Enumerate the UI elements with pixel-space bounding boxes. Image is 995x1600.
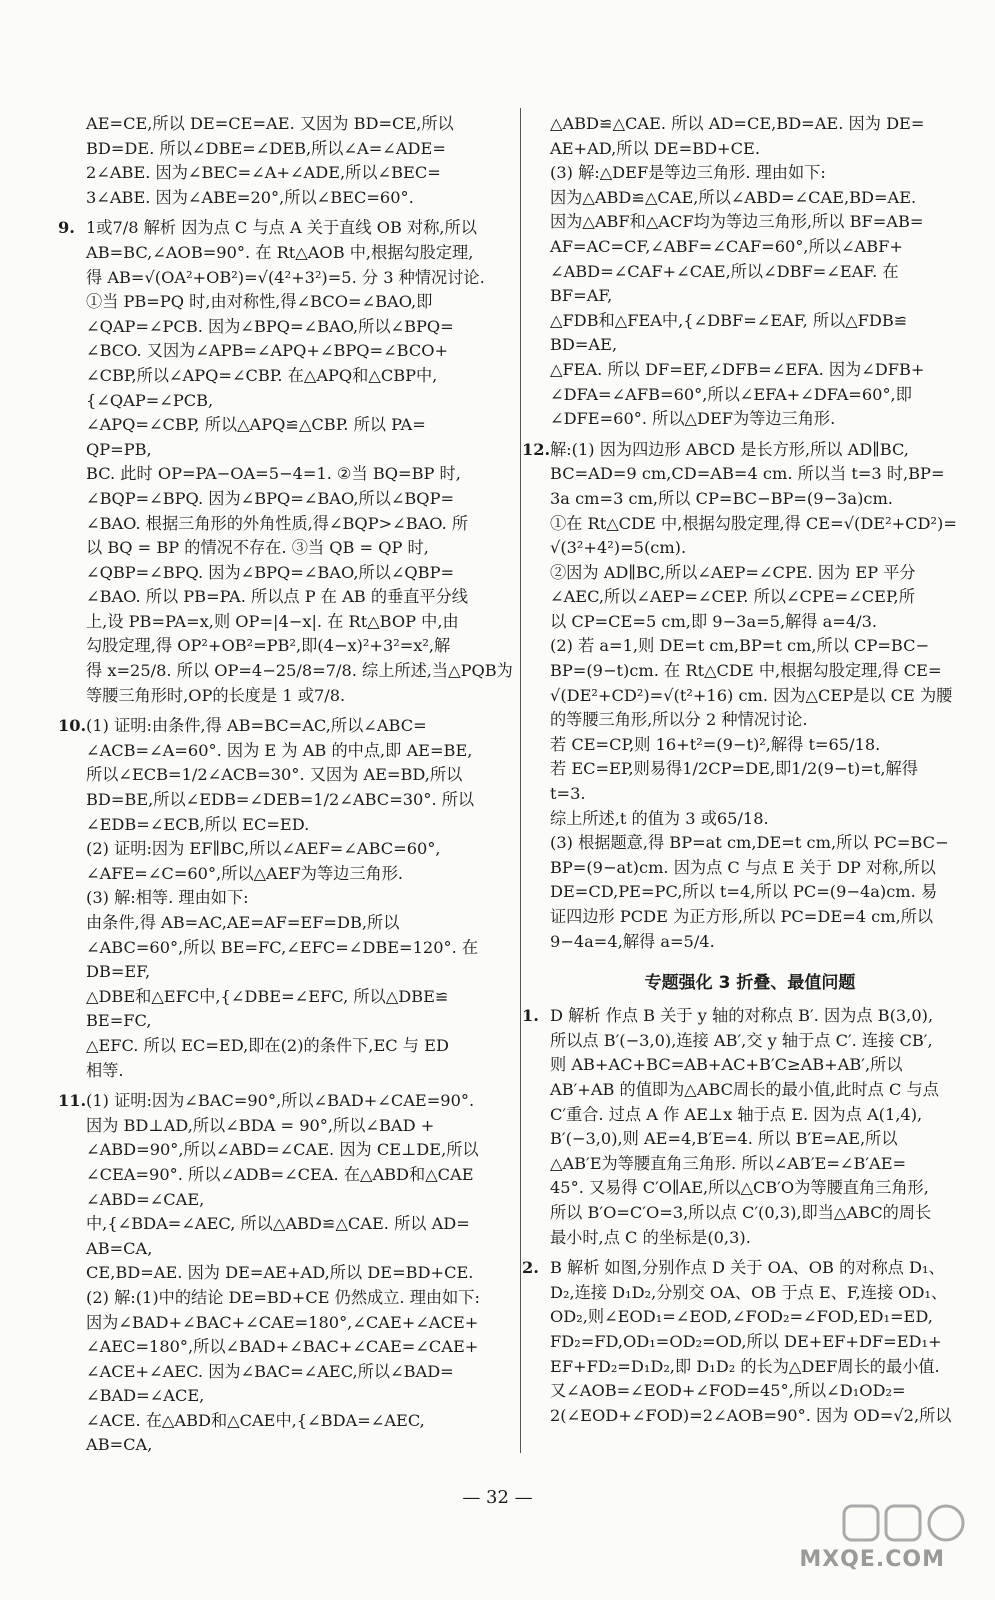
- line-text: ∠QBP=∠BPQ. 因为∠BPQ=∠BAO,所以∠QBP=: [86, 562, 455, 582]
- text-line: [86, 266, 504, 291]
- line-text: ∠BAO. 根据三角形的外角性质,得∠BQP>∠BAO. 所: [86, 513, 469, 533]
- line-text: 因为△ABF和△ACF均为等边三角形,所以 BF=AB=: [550, 212, 924, 232]
- line-text: ∠EDB=∠ECB,所以 EC=ED.: [86, 814, 310, 834]
- text-line: [550, 407, 950, 432]
- right-column-bottom: [522, 1004, 952, 1428]
- line-text: DB=EF,: [86, 962, 151, 982]
- line-text: DE=CD,PE=PC,所以 t=4,所以 PC=(9−4a)cm. 易: [550, 882, 938, 902]
- text-line: [550, 1379, 950, 1404]
- line-text: BD=DE. 所以∠DBE=∠DEB,所以∠A=∠ADE=: [86, 138, 446, 158]
- text-line: [550, 1176, 950, 1201]
- line-text: ②因为 AD∥BC,所以∠AEP=∠CPE. 因为 EP 平分: [550, 562, 916, 582]
- line-text: △ABD≌△CAE. 所以 AD=CE,BD=AE. 因为 DE=: [550, 114, 925, 133]
- text-line: [522, 1004, 950, 1029]
- text-line: [86, 186, 504, 211]
- line-text: ∠BAO. 所以 PB=PA. 所以点 P 在 AB 的垂直平分线: [86, 587, 468, 607]
- line-text: 45°. 又易得 C′O∥AE,所以△CB′O为等腰直角三角形,: [550, 1178, 929, 1198]
- text-line: [522, 438, 950, 463]
- text-line: [86, 1114, 504, 1139]
- line-text: 相等.: [86, 1060, 124, 1080]
- line-text: 因为∠BAD+∠BAC+∠CAE=180°,∠CAE+∠ACE+: [86, 1312, 479, 1332]
- question-number: 12.: [522, 439, 551, 459]
- line-text: ∠DFA=∠AFB=60°,所以∠EFA+∠DFA=60°,即: [550, 384, 912, 404]
- line-text: QP=PB,: [86, 439, 152, 459]
- text-line: [550, 856, 950, 881]
- text-line: [86, 763, 504, 788]
- line-text: BC. 此时 OP=PA−OA=5−4=1. ②当 BQ=BP 时,: [86, 464, 461, 484]
- text-line: [86, 512, 504, 537]
- line-text: 所以 B′O=C′O=3,所以点 C′(0,3),即当△ABC的周长: [550, 1202, 932, 1222]
- text-line: [550, 112, 950, 137]
- line-text: ①在 Rt△CDE 中,根据勾股定理,得 CE=√(DE²+CD²)=: [550, 513, 957, 533]
- line-text: △DBE和△EFC中,{∠DBE=∠EFC, 所以△DBE≌: [86, 986, 449, 1006]
- line-text: ∠QAP=∠PCB. 因为∠BPQ=∠BAO,所以∠BPQ=: [86, 316, 454, 336]
- text-line: [550, 1103, 950, 1128]
- text-line: [550, 1152, 950, 1177]
- line-text: BD=BE,所以∠EDB=∠DEB=1/2∠ABC=30°. 所以: [86, 790, 475, 810]
- text-line: [550, 1053, 950, 1078]
- text-line: [86, 960, 504, 985]
- line-text: △EFC. 所以 EC=ED,即在(2)的条件下,EC 与 ED: [86, 1035, 449, 1055]
- text-line: [86, 837, 504, 862]
- line-text: 若 CE=CP,则 16+t²=(9−t)²,解得 t=65/18.: [550, 734, 881, 754]
- text-line: [58, 714, 504, 739]
- line-text: 由条件,得 AB=AC,AE=AF=EF=DB,所以: [86, 913, 400, 932]
- text-line: [550, 137, 950, 162]
- text-line: [550, 462, 950, 487]
- line-text: ∠ACE. 在△ABD和△CAE中,{∠BDA=∠AEC,: [86, 1410, 425, 1430]
- line-text: ∠BAD=∠ACE,: [86, 1386, 205, 1406]
- text-line: [550, 235, 950, 260]
- line-text: 中,{∠BDA=∠AEC, 所以△ABD≌△CAE. 所以 AD=: [86, 1214, 470, 1234]
- line-text: √(DE²+CD²)=√(t²+16) cm. 因为△CEP是以 CE 为腰: [550, 685, 953, 705]
- line-text: ①当 PB=PQ 时,由对称性,得∠BCO=∠BAO,即: [86, 292, 433, 312]
- line-text: ∠ABD=∠CAE,: [86, 1189, 205, 1209]
- line-text: 因为△ABD≌△CAE,所以∠ABD=∠CAE,BD=AE.: [550, 187, 917, 207]
- text-line: [550, 634, 950, 659]
- text-line: [86, 1138, 504, 1163]
- question-number: 2.: [522, 1258, 539, 1278]
- text-line: [550, 210, 950, 235]
- text-line: [550, 260, 950, 285]
- right-column-top: [522, 112, 957, 954]
- text-line: [86, 1163, 504, 1188]
- line-text: (2) 解:(1)中的结论 DE=BD+CE 仍然成立. 理由如下:: [86, 1287, 480, 1307]
- text-line: [86, 1335, 504, 1360]
- text-line: [86, 862, 504, 887]
- text-line: [550, 1201, 950, 1226]
- text-line: [86, 241, 504, 266]
- line-text: FD₂=FD,OD₁=OD₂=OD,所以 DE+EF+DF=ED₁+: [550, 1331, 942, 1351]
- text-line: [86, 1384, 504, 1409]
- text-line: [58, 1089, 504, 1114]
- question-number: 1.: [522, 1006, 539, 1026]
- line-text: 9−4a=4,解得 a=5/4.: [550, 931, 715, 951]
- text-line: [86, 788, 504, 813]
- question-number: 11.: [58, 1091, 87, 1111]
- text-line: [86, 290, 504, 315]
- text-line: [86, 462, 504, 487]
- text-line: [86, 137, 504, 162]
- line-text: BE=FC,: [86, 1011, 152, 1031]
- line-text: AB=CA,: [86, 1435, 153, 1455]
- text-line: [86, 561, 504, 586]
- text-line: [86, 389, 504, 414]
- line-text: 又∠AOB=∠EOD+∠FOD=45°,所以∠D₁OD₂=: [550, 1381, 906, 1401]
- line-text: △AB′E为等腰直角三角形. 所以∠AB′E=∠B′AE=: [550, 1153, 907, 1173]
- text-line: [550, 831, 950, 856]
- line-text: 所以∠ECB=1/2∠ACB=30°. 又因为 AE=BD,所以: [86, 765, 463, 785]
- text-line: [550, 1355, 950, 1380]
- line-text: △FEA. 所以 DF=EF,∠DFB=∠EFA. 因为∠DFB+: [550, 359, 925, 379]
- line-text: ∠BCO. 又因为∠APB=∠APQ+∠BPQ=∠BCO+: [86, 341, 449, 361]
- text-line: [86, 1009, 504, 1034]
- text-line: [58, 216, 504, 241]
- line-text: (3) 根据题意,得 BP=at cm,DE=t cm,所以 PC=BC−: [550, 833, 949, 853]
- text-line: [550, 1226, 950, 1251]
- line-text: ∠ACB=∠A=60°. 因为 E 为 AB 的中点,即 AE=BE,: [86, 740, 473, 760]
- text-line: [86, 487, 504, 512]
- text-line: [550, 733, 950, 758]
- line-text: 若 EC=EP,则易得1/2CP=DE,即1/2(9−t)=t,解得: [550, 759, 918, 779]
- line-text: AE+AD,所以 DE=BD+CE.: [550, 138, 760, 158]
- text-line: [550, 659, 950, 684]
- text-line: [550, 561, 950, 586]
- text-line: [86, 1034, 504, 1059]
- line-text: 因为 BD⊥AD,所以∠BDA = 90°,所以∠BAD +: [86, 1115, 435, 1135]
- text-line: [550, 905, 950, 930]
- line-text: t=3.: [550, 784, 586, 804]
- line-text: 以 BQ = BP 的情况不存在. ③当 QB = QP 时,: [86, 538, 429, 558]
- text-line: [86, 886, 504, 911]
- text-line: [550, 585, 950, 610]
- line-text: BP=(9−t)cm. 在 Rt△CDE 中,根据勾股定理,得 CE=: [550, 661, 942, 681]
- text-line: [86, 339, 504, 364]
- line-text: ∠ABD=∠CAF+∠CAE,所以∠DBF=∠EAF. 在: [550, 261, 899, 281]
- text-line: [550, 1281, 950, 1306]
- line-text: AB=BC,∠AOB=90°. 在 Rt△AOB 中,根据勾股定理,: [86, 242, 474, 262]
- text-line: [550, 1404, 950, 1429]
- line-text: (1) 证明:由条件,得 AB=BC=AC,所以∠ABC=: [86, 716, 427, 736]
- text-line: [86, 1188, 504, 1213]
- line-text: ∠ABD=90°,所以∠ABD=∠CAE. 因为 CE⊥DE,所以: [86, 1140, 479, 1160]
- text-line: [86, 1433, 504, 1458]
- line-text: AE=CE,所以 DE=CE=AE. 又因为 BD=CE,所以: [86, 114, 454, 133]
- line-text: 等腰三角形时,OP的长度是 1 或7/8.: [86, 685, 346, 705]
- text-line: [86, 936, 504, 961]
- line-text: ∠DFE=60°. 所以△DEF为等边三角形.: [550, 409, 836, 429]
- line-text: 证四边形 PCDE 为正方形,所以 PC=DE=4 cm,所以: [550, 907, 934, 926]
- line-text: EF+FD₂=D₁D₂,即 D₁D₂ 的长为△DEF周长的最小值.: [550, 1356, 940, 1376]
- text-line: [86, 1409, 504, 1434]
- question-number: 9.: [58, 218, 75, 238]
- watermark-text: MXQE.COM: [799, 1547, 945, 1572]
- line-text: 得 x=25/8. 所以 OP=4−25/8=7/8. 综上所述,当△PQB为: [86, 661, 513, 681]
- text-line: [86, 634, 504, 659]
- text-line: [86, 1286, 504, 1311]
- line-text: D 解析 作点 B 关于 y 轴的对称点 B′. 因为点 B(3,0),: [550, 1006, 934, 1026]
- line-text: CE,BD=AE. 因为 DE=AE+AD,所以 DE=BD+CE.: [86, 1263, 474, 1283]
- line-text: (2) 证明:因为 EF∥BC,所以∠AEF=∠ABC=60°,: [86, 839, 441, 859]
- line-text: ∠ABC=60°,所以 BE=FC,∠EFC=∠DBE=120°. 在: [86, 937, 479, 957]
- text-line: [550, 383, 950, 408]
- line-text: 综上所述,t 的值为 3 或65/18.: [550, 808, 769, 828]
- line-text: OD₂,则∠EOD₁=∠EOD,∠FOD₂=∠FOD,ED₁=ED,: [550, 1307, 933, 1327]
- right-column: [522, 112, 957, 1428]
- line-text: B′(−3,0),则 AE=4,B′E=4. 所以 B′E=AE,所以: [550, 1129, 898, 1149]
- text-line: [550, 708, 950, 733]
- text-line: [86, 610, 504, 635]
- text-line: [550, 1078, 950, 1103]
- text-line: [86, 413, 504, 438]
- text-line: [550, 333, 950, 358]
- text-line: [86, 536, 504, 561]
- question-number: 10.: [58, 716, 87, 736]
- text-line: [550, 807, 950, 832]
- text-line: [550, 309, 950, 334]
- line-text: 上,设 PB=PA=x,则 OP=|4−x|. 在 Rt△BOP 中,由: [86, 611, 459, 631]
- text-line: [550, 186, 950, 211]
- text-line: [86, 684, 504, 709]
- text-line: [550, 284, 950, 309]
- text-line: [86, 112, 504, 137]
- line-text: 最小时,点 C 的坐标是(0,3).: [550, 1227, 751, 1247]
- line-text: BC=AD=9 cm,CD=AB=4 cm. 所以当 t=3 时,BP=: [550, 464, 945, 484]
- line-text: 解:(1) 因为四边形 ABCD 是长方形,所以 AD∥BC,: [550, 439, 909, 459]
- text-line: [86, 364, 504, 389]
- line-text: ∠BQP=∠BPQ. 因为∠BPQ=∠BAO,所以∠BQP=: [86, 488, 455, 508]
- text-line: [86, 659, 513, 684]
- text-line: [86, 1237, 504, 1262]
- line-text: √(3²+4²)=5(cm).: [550, 538, 687, 558]
- line-text: 3∠ABE. 因为∠ABE=20°,所以∠BEC=60°.: [86, 187, 414, 207]
- line-text: ∠APQ=∠CBP, 所以△APQ≌△CBP. 所以 PA=: [86, 415, 426, 435]
- line-text: 2∠ABE. 因为∠BEC=∠A+∠ADE,所以∠BEC=: [86, 163, 441, 183]
- text-line: [550, 1305, 950, 1330]
- line-text: 以 CP=CE=5 cm,即 9−3a=5,解得 a=4/3.: [550, 611, 878, 631]
- line-text: ∠AEC=180°,所以∠BAD+∠BAC+∠CAE=∠CAE+: [86, 1337, 479, 1357]
- line-text: (1) 证明:因为∠BAC=90°,所以∠BAD+∠CAE=90°.: [86, 1091, 475, 1111]
- line-text: BD=AE,: [550, 335, 618, 355]
- line-text: (3) 解:△DEF是等边三角形. 理由如下:: [550, 163, 826, 183]
- line-text: AF=AC=CF,∠ABF=∠CAF=60°,所以∠ABF+: [550, 236, 903, 256]
- text-line: [550, 536, 950, 561]
- page-number: — 32 —: [462, 1487, 533, 1508]
- line-text: 2(∠EOD+∠FOD)=2∠AOB=90°. 因为 OD=√2,所以: [550, 1405, 952, 1425]
- column-divider: [520, 108, 521, 1453]
- line-text: 的等腰三角形,所以分 2 种情况讨论.: [550, 710, 808, 730]
- text-line: [550, 161, 950, 186]
- text-line: [550, 930, 950, 955]
- line-text: 得 AB=√(OA²+OB²)=√(4²+3²)=5. 分 3 种情况讨论.: [86, 267, 485, 287]
- line-text: AB=CA,: [86, 1238, 153, 1258]
- line-text: BF=AF,: [550, 286, 613, 306]
- text-line: [550, 358, 950, 383]
- text-line: [86, 1311, 504, 1336]
- line-text: ∠AEC,所以∠AEP=∠CEP. 所以∠CPE=∠CEP,所: [550, 587, 915, 607]
- line-text: {∠QAP=∠PCB,: [86, 390, 214, 410]
- line-text: D₂,连接 D₁D₂,分别交 OA、OB 于点 E、F,连接 OD₁、: [550, 1282, 948, 1302]
- line-text: 则 AB+AC+BC=AB+AC+B′C≥AB+AB′,所以: [550, 1055, 903, 1075]
- line-text: (2) 若 a=1,则 DE=t cm,BP=t cm,所以 CP=BC−: [550, 636, 930, 656]
- text-line: [550, 487, 950, 512]
- text-line: [86, 813, 504, 838]
- line-text: C′重合. 过点 A 作 AE⊥x 轴于点 E. 因为点 A(1,4),: [550, 1104, 923, 1124]
- text-line: [550, 1330, 950, 1355]
- text-line: [86, 911, 504, 936]
- text-line: [86, 1360, 504, 1385]
- text-line: [550, 880, 950, 905]
- text-line: [550, 512, 957, 537]
- text-line: [86, 1059, 504, 1084]
- text-line: [86, 315, 504, 340]
- text-line: [86, 161, 504, 186]
- text-line: [86, 985, 504, 1010]
- section-title: 专题强化 3 折叠、最值问题: [644, 973, 856, 994]
- line-text: (3) 解:相等. 理由如下:: [86, 888, 249, 908]
- line-text: ∠ACE+∠AEC. 因为∠BAC=∠AEC,所以∠BAD=: [86, 1361, 454, 1381]
- line-text: AB′+AB 的值即为△ABC周长的最小值,此时点 C 与点: [550, 1079, 939, 1099]
- text-line: [550, 782, 950, 807]
- text-line: [550, 1029, 950, 1054]
- text-line: [550, 1127, 950, 1152]
- text-line: [550, 610, 950, 635]
- text-line: [86, 438, 504, 463]
- left-column: [58, 112, 513, 1458]
- text-line: [86, 585, 504, 610]
- line-text: B 解析 如图,分别作点 D 关于 OA、OB 的对称点 D₁、: [550, 1258, 945, 1278]
- text-line: [86, 1212, 504, 1237]
- text-line: [550, 757, 950, 782]
- line-text: △FDB和△FEA中,{∠DBF=∠EAF, 所以△FDB≌: [550, 310, 908, 330]
- line-text: 3a cm=3 cm,所以 CP=BC−BP=(9−3a)cm.: [550, 488, 893, 508]
- watermark-logo: [799, 1502, 971, 1580]
- line-text: 1或7/8 解析 因为点 C 与点 A 关于直线 OB 对称,所以: [86, 218, 477, 238]
- line-text: ∠AFE=∠C=60°,所以△AEF为等边三角形.: [86, 863, 404, 883]
- text-line: [86, 739, 504, 764]
- line-text: 所以点 B′(−3,0),连接 AB′,交 y 轴于点 C′. 连接 CB′,: [550, 1030, 933, 1050]
- line-text: BP=(9−at)cm. 因为点 C 与点 E 关于 DP 对称,所以: [550, 857, 936, 877]
- line-text: ∠CBP,所以∠APQ=∠CBP. 在△APQ和△CBP中,: [86, 365, 438, 385]
- line-text: 勾股定理,得 OP²+OB²=PB²,即(4−x)²+3²=x²,解: [86, 636, 451, 656]
- text-line: [86, 1261, 504, 1286]
- line-text: ∠CEA=90°. 所以∠ADB=∠CEA. 在△ABD和△CAE: [86, 1164, 474, 1184]
- text-line: [522, 1256, 950, 1281]
- text-line: [550, 684, 953, 709]
